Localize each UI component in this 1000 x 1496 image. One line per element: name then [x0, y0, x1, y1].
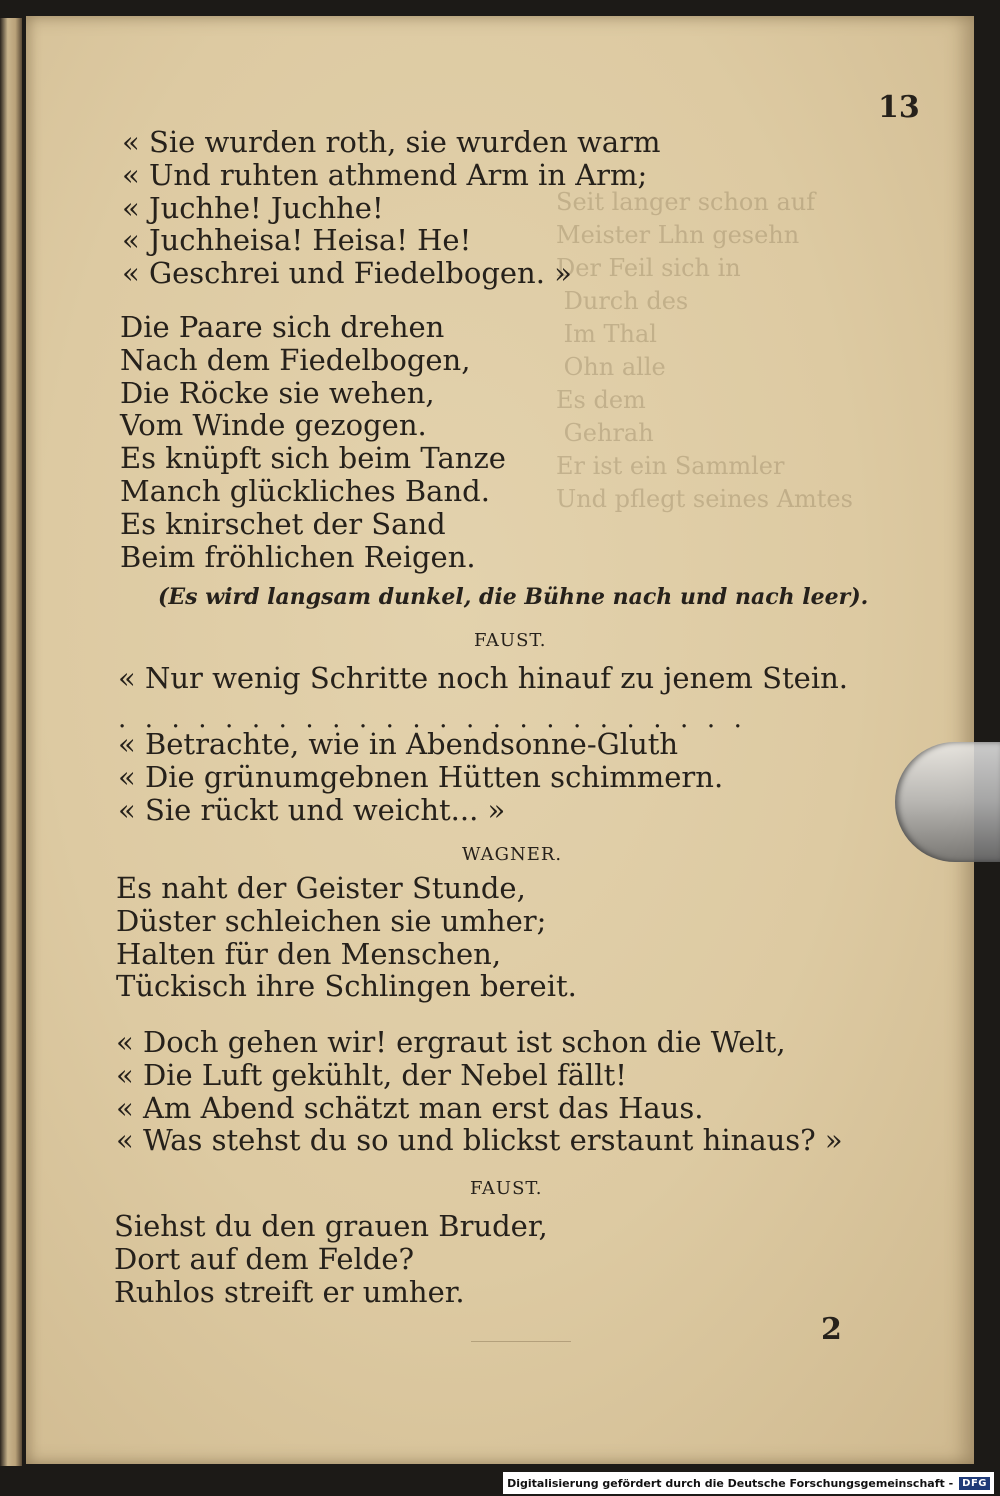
- stanza-7: [114, 1210, 548, 1308]
- verse-line: Tückisch ihre Schlingen bereit.: [116, 969, 577, 1004]
- speaker-faust: FAUST.: [474, 630, 547, 651]
- verse-line: « Die Luft gekühlt, der Nebel fällt!: [116, 1057, 627, 1092]
- verse-line: « Geschrei und Fiedelbogen. »: [122, 256, 572, 291]
- page-number: 13: [878, 90, 920, 125]
- speaker-wagner: WAGNER.: [462, 844, 563, 865]
- verse-line: « Und ruhten athmend Arm in Arm;: [122, 157, 648, 192]
- bleed-through-text: Seit langer schon auf Meister Lhn gesehn Der Feil sich in Durch des Im Thal Ohn alle Es dem Gehrah Er ist ein Sammler Und pflegt seines Amtes: [556, 188, 853, 513]
- stanza-4: [118, 728, 723, 826]
- ellipsis-row: ........................: [118, 704, 761, 734]
- verse-line: « Sie rückt und weicht... »: [118, 792, 506, 827]
- verse-line: Es knirschet der Sand: [120, 506, 446, 541]
- verse-line: « Was stehst du so und blickst erstaunt hinaus? »: [116, 1123, 843, 1158]
- stanza-5: [116, 872, 577, 1003]
- verse-line: « Juchheisa! Heisa! He!: [122, 223, 472, 258]
- verse-line: « Doch gehen wir! ergraut ist schon die Welt,: [116, 1025, 786, 1059]
- verse-line: Dort auf dem Felde?: [114, 1241, 415, 1276]
- verse-line: « Sie wurden roth, sie wurden warm: [122, 125, 661, 159]
- book-left-edge: [0, 18, 22, 1466]
- verse-line: Es naht der Geister Stunde,: [116, 871, 526, 905]
- stanza-1: [122, 126, 661, 290]
- verse-line: « Die grünumgebnen Hütten schimmern.: [118, 759, 724, 794]
- verse-line: « Juchhe! Juchhe!: [122, 190, 384, 225]
- stanza-6: [116, 1026, 843, 1157]
- dfg-logo-icon: DFG: [959, 1477, 990, 1490]
- stanza-3: [118, 662, 848, 695]
- verse-line: Düster schleichen sie umher;: [116, 903, 547, 938]
- digitization-footer: [503, 1472, 994, 1494]
- signature-mark: 2: [821, 1312, 842, 1347]
- verse-line: « Betrachte, wie in Abendsonne-Gluth: [118, 727, 679, 761]
- speaker-faust: FAUST.: [470, 1178, 543, 1199]
- verse-line: Beim fröhlichen Reigen.: [120, 539, 476, 574]
- verse-line: Vom Winde gezogen.: [120, 408, 427, 443]
- verse-line: Manch glückliches Band.: [120, 473, 490, 508]
- stage-direction: (Es wird langsam dunkel, die Bühne nach und nach leer).: [158, 584, 869, 610]
- verse-line: « Nur wenig Schritte noch hinauf zu jenem Stein.: [118, 661, 848, 695]
- verse-line: Ruhlos streift er umher.: [114, 1274, 465, 1309]
- stanza-2: [120, 311, 506, 573]
- footer-text: Digitalisierung gefördert durch die Deutsche Forschungsgemeinschaft -: [507, 1476, 954, 1490]
- verse-line: Halten für den Menschen,: [116, 936, 502, 971]
- verse-line: Siehst du den grauen Bruder,: [114, 1209, 548, 1243]
- verse-line: Die Röcke sie wehen,: [120, 375, 435, 410]
- faint-rule: [471, 1341, 571, 1342]
- verse-line: Es knüpft sich beim Tanze: [120, 441, 506, 476]
- verse-line: « Am Abend schätzt man erst das Haus.: [116, 1090, 704, 1125]
- verse-line: Die Paare sich drehen: [120, 310, 445, 344]
- book-page: [26, 16, 974, 1464]
- verse-line: Nach dem Fiedelbogen,: [120, 342, 471, 377]
